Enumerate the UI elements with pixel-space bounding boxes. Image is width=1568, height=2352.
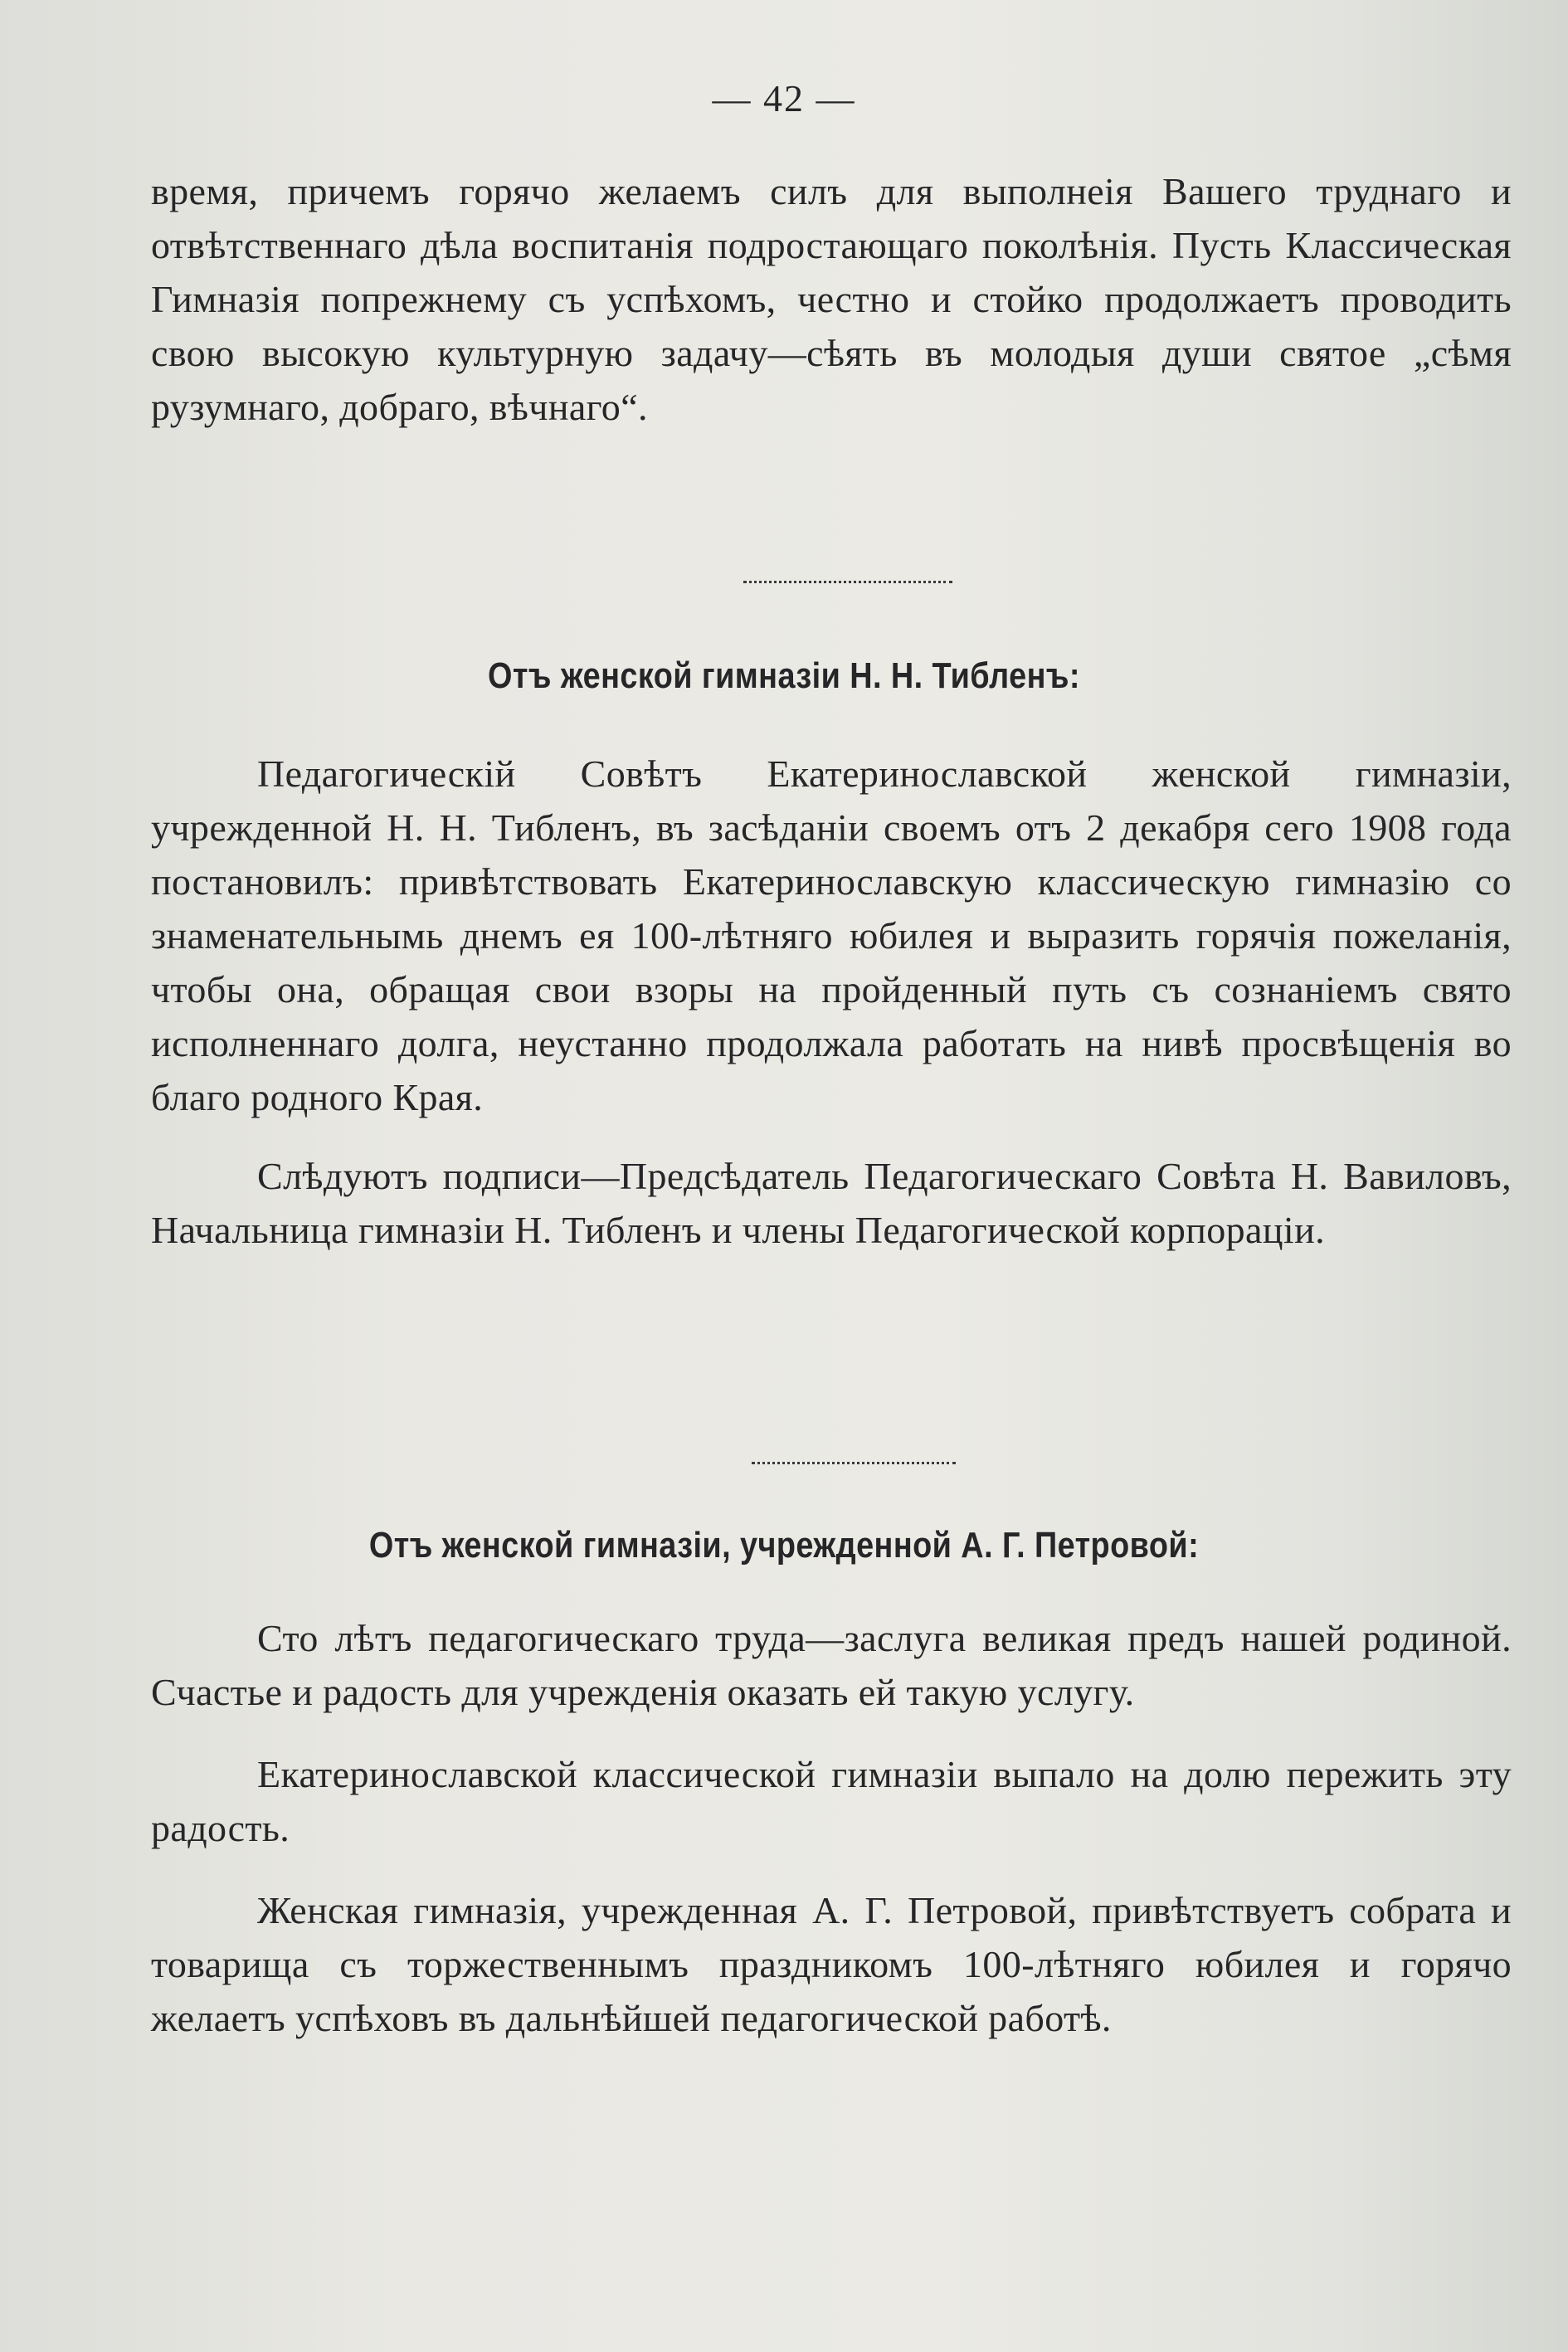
section-divider	[752, 1462, 956, 1464]
tiblen-paragraph-1: Педагогическій Совѣтъ Екатеринославской женской гимназіи, учрежденной Н. Н. Тибленъ, въ засѣданіи своемъ отъ 2 декабря сего 1908 года постановилъ: привѣтствовать Екатеринославскую классическую гимназію со знаменательнымь днемъ ея 100-лѣтняго юбилея и выразить горячія пожеланія, чтобы она, обращая свои взоры на пройденный путь съ сознаніемъ свято исполненнаго долга, неустанно продолжала работать на нивѣ просвѣщенія во благо родного Края.	[151, 752, 1512, 1118]
petrova-paragraph-3: Женская гимназія, учрежденная А. Г. Петровой, привѣтствуетъ собрата и товарища съ торжественнымъ праздникомъ 100-лѣтняго юбилея и горячо желаетъ успѣховъ въ дальнѣйшей педагогической работѣ.	[151, 1889, 1512, 2039]
tiblen-paragraph-2: Слѣдуютъ подписи—Предсѣдатель Педагогическаго Совѣта Н. Вавиловъ, Начальница гимназіи Н. Тибленъ и члены Педагогической корпораціи.	[151, 1155, 1512, 1251]
section-heading-petrova: Отъ женской гимназіи, учрежденной А. Г. Петровой:	[368, 1525, 1200, 1566]
section-divider	[743, 581, 952, 583]
page-number: — 42 —	[712, 77, 856, 119]
section-heading-tiblen: Отъ женской гимназіи Н. Н. Тибленъ:	[488, 655, 1080, 696]
intro-paragraph: время, причемъ горячо желаемъ силъ для выполнеія Вашего труднаго и отвѣтственнаго дѣла воспитанія подростающаго поколѣнія. Пусть Классическая Гимназія попрежнему съ успѣхомъ, честно и стойко продолжаетъ проводить свою высокую культурную задачу—сѣять въ молодыя души святое „сѣмя рузумнаго, добраго, вѣчнаго“.	[151, 170, 1512, 428]
petrova-paragraph-2: Екатеринославской классической гимназіи выпало на долю пережить эту радость.	[151, 1753, 1512, 1849]
tiblen-text-block	[151, 747, 1512, 1257]
petrova-text-block	[151, 1611, 1512, 2045]
intro-text-block	[151, 164, 1512, 434]
petrova-paragraph-1: Сто лѣтъ педагогическаго труда—заслуга великая предъ нашей родиной. Счастье и радость для учрежденія оказать ей такую услугу.	[151, 1617, 1512, 1713]
